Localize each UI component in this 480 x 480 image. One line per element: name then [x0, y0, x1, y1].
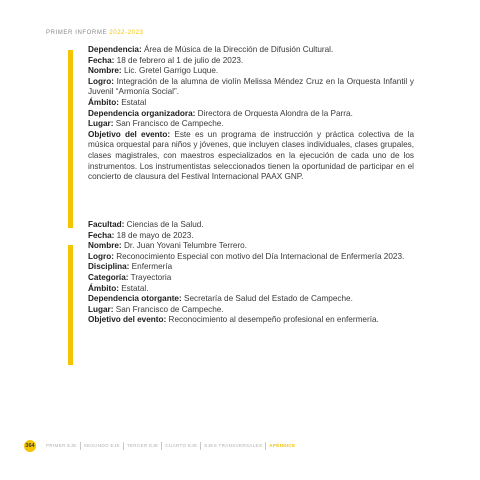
section-nav — [46, 442, 298, 450]
field-label: Objetivo del evento: — [88, 315, 167, 325]
field-line — [88, 284, 414, 295]
field-line — [88, 109, 414, 120]
field-line — [88, 56, 414, 67]
report-header — [46, 30, 143, 36]
field-line — [88, 77, 414, 98]
field-label: Lugar: — [88, 119, 114, 129]
field-line — [88, 66, 414, 77]
field-value: San Francisco de Campeche. — [113, 304, 224, 314]
field-label: Ámbito: — [88, 283, 119, 293]
field-value: Reconocimiento al desempeño profesional en enfermería. — [166, 315, 379, 325]
field-value: Estatal. — [118, 283, 149, 293]
field-value: Ciencias de la Salud. — [124, 220, 204, 229]
accent-bar-2 — [68, 245, 73, 365]
header-year: 2022-2023 — [109, 30, 144, 36]
accent-bar-1 — [68, 50, 73, 228]
field-label: Lugar: — [88, 304, 114, 314]
section-link[interactable]: EJES TRANSVERSALES — [200, 442, 265, 450]
section-link[interactable]: CUARTO EJE — [161, 442, 200, 450]
field-line — [88, 45, 414, 56]
field-value: Estatal — [118, 97, 147, 107]
field-line — [88, 130, 414, 183]
field-value: Enfermería — [129, 262, 173, 272]
achievement-block-1 — [88, 45, 414, 183]
field-line — [88, 220, 414, 231]
field-label: Nombre: — [88, 66, 122, 76]
field-label: Dependencia organizadora: — [88, 108, 196, 118]
field-label: Fecha: — [88, 230, 115, 240]
field-line — [88, 241, 414, 252]
field-label: Disciplina: — [88, 262, 130, 272]
field-label: Ámbito: — [88, 97, 119, 107]
field-label: Nombre: — [88, 241, 122, 251]
field-line — [88, 294, 414, 305]
field-value: Área de Música de la Dirección de Difusión Cultural. — [141, 45, 334, 54]
field-value: Reconocimiento Especial con motivo del Día Internacional de Enfermería 2023. — [113, 251, 405, 261]
section-link[interactable]: APÉNDICE — [265, 442, 298, 450]
field-value: 18 de febrero al 1 de julio de 2023. — [114, 55, 244, 65]
field-line — [88, 315, 414, 326]
field-value: 18 de mayo de 2023. — [114, 230, 194, 240]
field-label: Dependencia: — [88, 45, 142, 54]
field-value: Dr. Juan Yovani Telumbre Terrero. — [121, 241, 247, 251]
field-line — [88, 252, 414, 263]
page-number: 364 — [24, 440, 36, 452]
field-value: Lic. Gretel Garrigo Luque. — [121, 66, 219, 76]
field-label: Objetivo del evento: — [88, 129, 171, 139]
field-line — [88, 98, 414, 109]
field-line — [88, 262, 414, 273]
page-footer — [24, 440, 464, 452]
field-label: Logro: — [88, 76, 114, 86]
field-line — [88, 305, 414, 316]
field-label: Logro: — [88, 251, 114, 261]
field-label: Categoría: — [88, 272, 129, 282]
field-line — [88, 231, 414, 242]
header-title: PRIMER INFORME — [46, 30, 108, 36]
field-line — [88, 273, 414, 284]
section-link[interactable]: PRIMER EJE — [46, 443, 77, 448]
field-value: Trayectoria — [128, 272, 172, 282]
field-value: Este es un programa de instrucción y práctica colectiva de la música orquestal para niños y jóvenes, que incluyen clases individuales, clases grupales, clases magistrales, con maestros especializados en la ejecución de cada uno de los instrumentos. Los instrumentistas seleccionados tienen la oportunidad de participar en el concierto de clausura del Festival Internacional PAAX GNP. — [88, 129, 415, 182]
section-link[interactable]: TERCER EJE — [123, 442, 162, 450]
field-value: Secretaría de Salud del Estado de Campeche. — [181, 294, 353, 304]
field-value: Directora de Orquesta Alondra de la Parra. — [195, 108, 353, 118]
field-label: Dependencia otorgante: — [88, 294, 182, 304]
section-link[interactable]: SEGUNDO EJE — [80, 442, 123, 450]
field-value: Integración de la alumna de violín Melissa Méndez Cruz en la Orquesta Infantil y Juvenil “Armonía Social”. — [88, 76, 414, 97]
field-value: San Francisco de Campeche. — [113, 119, 224, 129]
field-label: Fecha: — [88, 55, 115, 65]
field-label: Facultad: — [88, 220, 125, 229]
field-line — [88, 119, 414, 130]
achievement-block-2 — [88, 220, 414, 326]
